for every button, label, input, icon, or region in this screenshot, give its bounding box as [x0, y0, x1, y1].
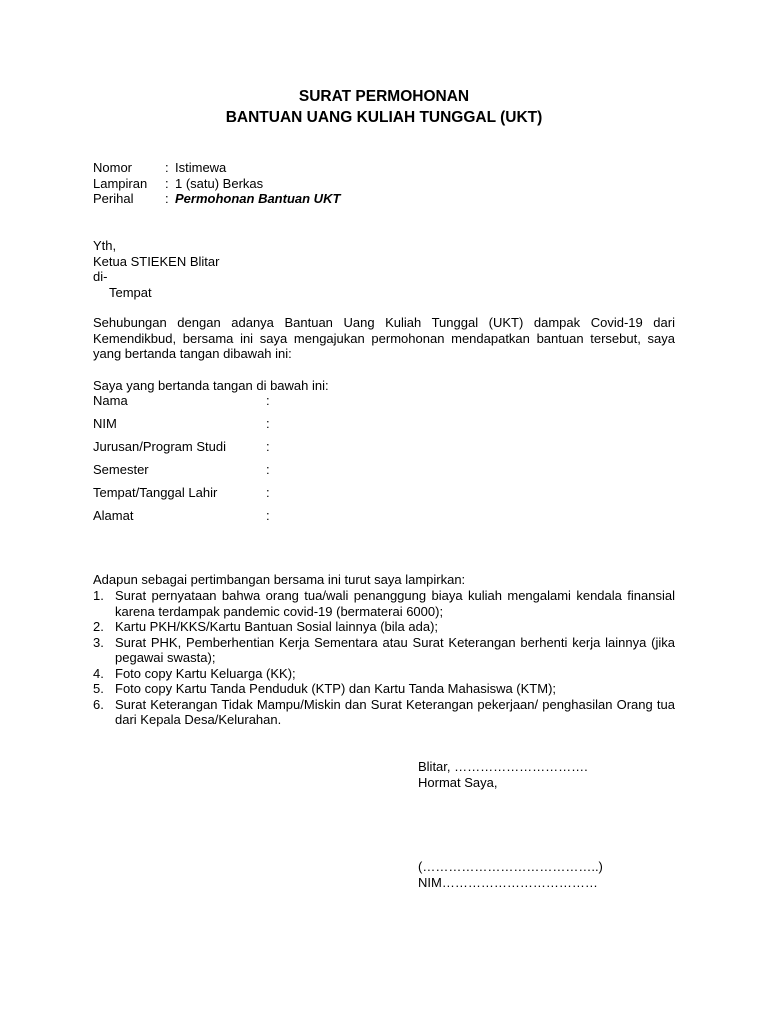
- meta-colon: :: [165, 175, 169, 191]
- form-label-nim: NIM: [93, 416, 117, 431]
- form-label-semester: Semester: [93, 462, 149, 477]
- meta-colon: :: [165, 160, 169, 175]
- list-item: 3. Surat PHK, Pemberhentian Kerja Sementara atau Surat Keterangan berhenti kerja lainnya (jika pegawai swasta);: [93, 634, 675, 665]
- list-item: 1. Surat pernyataan bahwa orang tua/wali penanggung biaya kuliah mengalami kendala finansial karena terdampak pandemic covid-19 (bermaterai 6000);: [93, 588, 675, 619]
- meta-value-nomor: Istimewa: [175, 160, 227, 175]
- letter-subtitle: BANTUAN UANG KULIAH TUNGGAL (UKT): [225, 109, 543, 126]
- meta-label-nomor: Nomor: [93, 160, 133, 175]
- meta-label-lampiran: Lampiran: [93, 175, 148, 191]
- form-colon: :: [266, 439, 270, 454]
- list-item: 2. Kartu PKH/KKS/Kartu Bantuan Sosial lainnya (bila ada);: [93, 619, 439, 634]
- attachments-list: [93, 588, 675, 728]
- opening-paragraph: Sehubungan dengan adanya Bantuan Uang Kuliah Tunggal (UKT) dampak Covid-19 dari Kemendikbud, bersama ini saya mengajukan permohonan mendapatkan bantuan tersebut, saya yang bertanda tangan dibawah ini:: [93, 315, 675, 361]
- form-label-ttl: Tempat/Tanggal Lahir: [93, 485, 218, 500]
- signature-name-line: (…………………………………..): [418, 859, 603, 874]
- signature-place-date: Blitar, ………………………….: [418, 759, 588, 774]
- list-item: 6. Surat Keterangan Tidak Mampu/Miskin dan Surat Keterangan pekerjaan/ penghasilan Orang tua dari Kepala Desa/Kelurahan.: [93, 696, 675, 727]
- recipient-name: Ketua STIEKEN Blitar: [93, 253, 220, 269]
- form-intro: Saya yang bertanda tangan di bawah ini:: [93, 378, 329, 393]
- meta-value-perihal: Permohonan Bantuan UKT: [175, 191, 341, 206]
- form-colon: :: [266, 508, 270, 523]
- recipient-place: Tempat: [109, 284, 152, 300]
- meta-label-perihal: Perihal: [93, 191, 134, 206]
- meta-colon: :: [165, 191, 169, 206]
- list-item: 5. Foto copy Kartu Tanda Penduduk (KTP) dan Kartu Tanda Mahasiswa (KTM);: [93, 681, 557, 696]
- recipient-di: di-: [93, 269, 108, 284]
- form-colon: :: [266, 416, 270, 431]
- signature-nim-line: NIM………………………………: [418, 875, 598, 890]
- form-label-nama: Nama: [93, 393, 128, 408]
- attachments-intro: Adapun sebagai pertimbangan bersama ini turut saya lampirkan:: [93, 572, 466, 587]
- form-colon: :: [266, 393, 270, 408]
- form-label-jurusan: Jurusan/Program Studi: [93, 439, 226, 454]
- form-label-alamat: Alamat: [93, 508, 134, 523]
- letter-title: SURAT PERMOHONAN: [298, 88, 470, 105]
- meta-value-lampiran: 1 (satu) Berkas: [175, 175, 264, 191]
- signature-closing: Hormat Saya,: [418, 775, 498, 790]
- list-item: 4. Foto copy Kartu Keluarga (KK);: [93, 665, 296, 681]
- recipient-greeting: Yth,: [93, 238, 117, 253]
- form-colon: :: [266, 462, 270, 477]
- form-colon: :: [266, 485, 270, 500]
